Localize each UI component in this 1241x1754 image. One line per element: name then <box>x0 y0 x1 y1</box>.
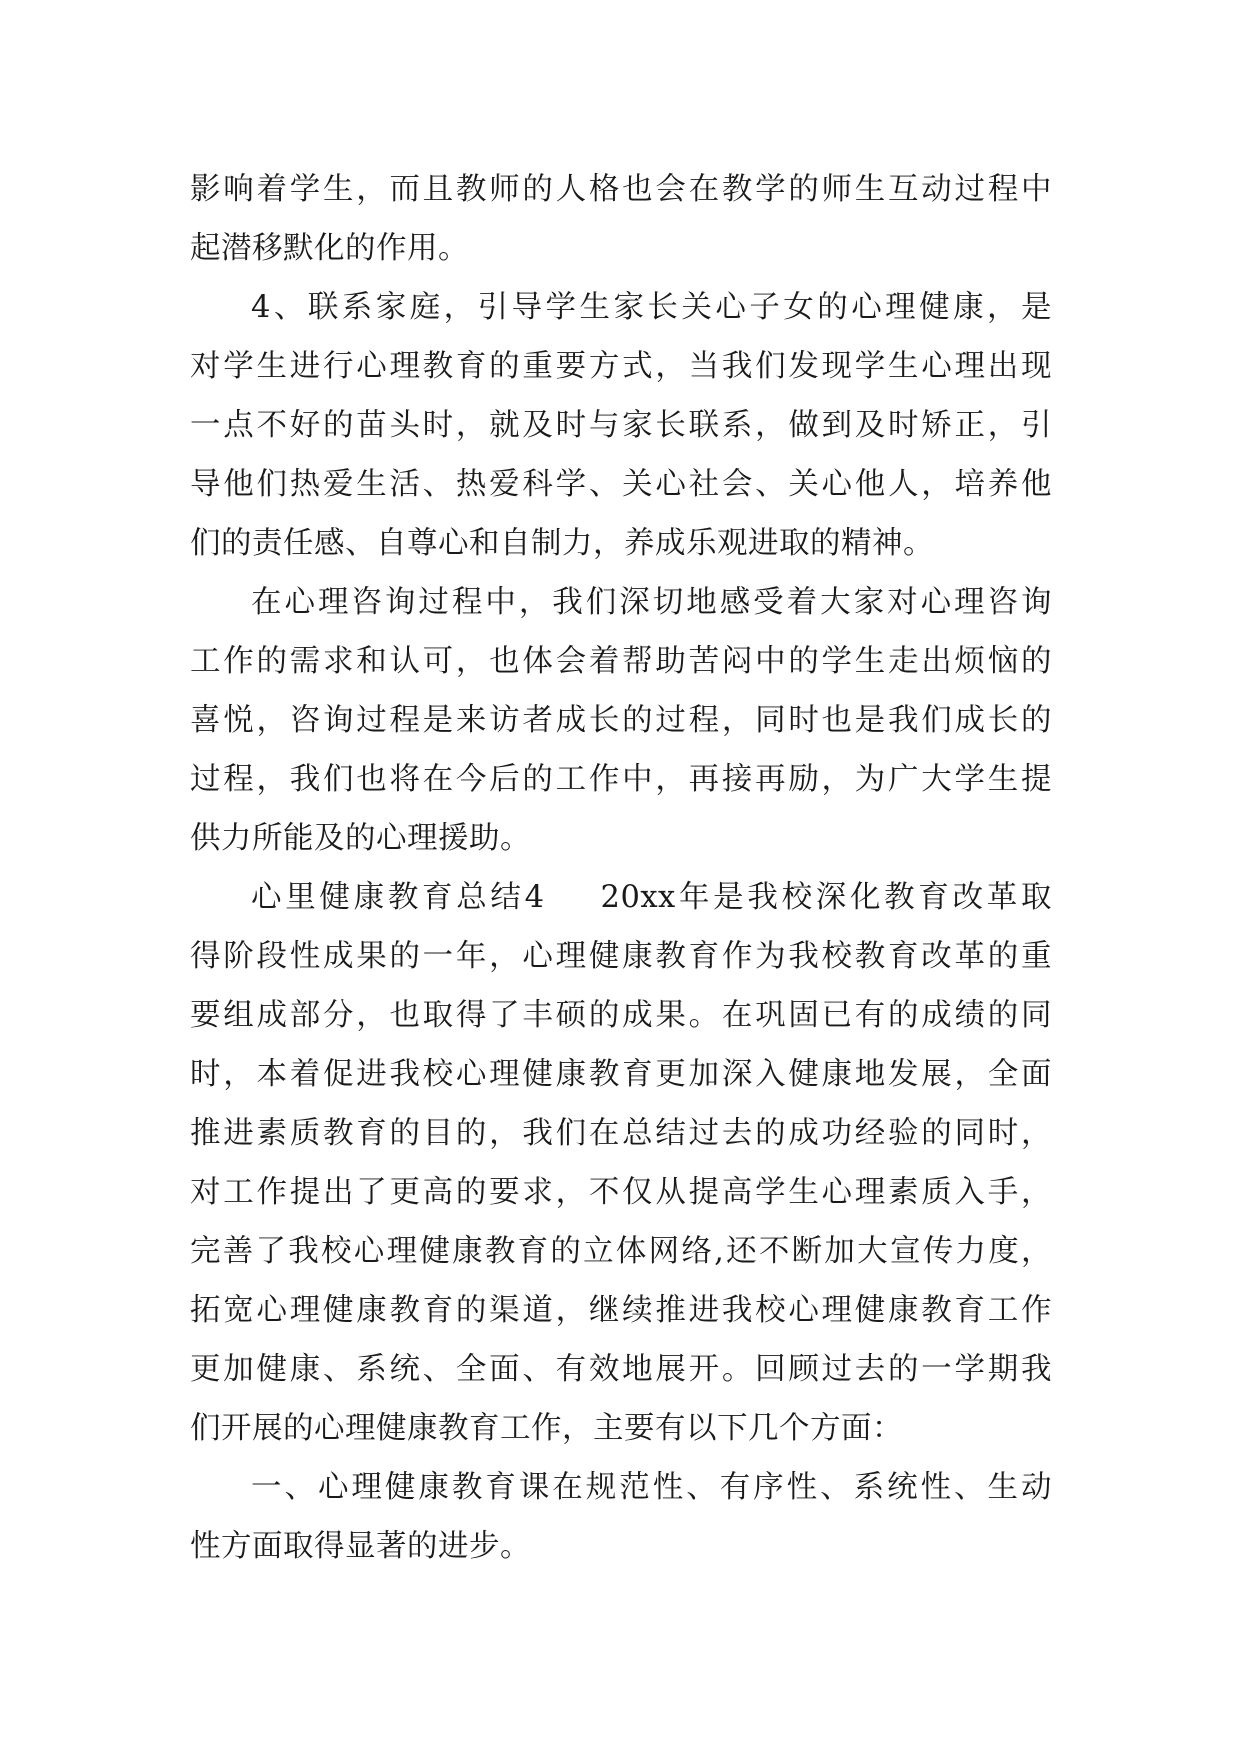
text-line: 一点不好的苗头时，就及时与家长联系，做到及时矫正，引 <box>190 408 1052 443</box>
text-line: 一、心理健康教育课在规范性、有序性、系统性、生动 <box>251 1470 1052 1505</box>
text-line: 完善了我校心理健康教育的立体网络,还不断加大宣传力度， <box>190 1234 1052 1269</box>
section-heading: 心里健康教育总结4 <box>251 880 545 915</box>
text-line: 时，本着促进我校心理健康教育更加深入健康地发展，全面 <box>190 1057 1052 1092</box>
text-line: 工作的需求和认可，也体会着帮助苦闷中的学生走出烦恼的 <box>190 644 1052 679</box>
text-line: 对工作提出了更高的要求，不仅从提高学生心理素质入手， <box>190 1175 1052 1210</box>
text-line <box>190 868 1052 927</box>
text-line: 得阶段性成果的一年，心理健康教育作为我校教育改革的重 <box>190 939 1052 974</box>
text-line: 喜悦，咨询过程是来访者成长的过程，同时也是我们成长的 <box>190 703 1052 738</box>
text-line: 过程，我们也将在今后的工作中，再接再励，为广大学生提 <box>190 762 1052 797</box>
text-line: 在心理咨询过程中，我们深切地感受着大家对心理咨询 <box>251 585 1052 620</box>
text-line: 对学生进行心理教育的重要方式，当我们发现学生心理出现 <box>190 349 1052 384</box>
paragraph-counseling <box>190 573 1052 868</box>
text-line: 推进素质教育的目的，我们在总结过去的成功经验的同时， <box>190 1116 1052 1151</box>
paragraph-family-contact <box>190 278 1052 573</box>
document-body <box>190 160 1052 1576</box>
paragraph-section-one <box>190 1458 1052 1576</box>
text-line: 起潜移默化的作用。 <box>190 231 469 266</box>
text-line: 拓宽心理健康教育的渠道，继续推进我校心理健康教育工作 <box>190 1293 1052 1328</box>
text-line: 们开展的心理健康教育工作，主要有以下几个方面： <box>190 1411 903 1446</box>
text-line: 更加健康、系统、全面、有效地展开。回顾过去的一学期我 <box>190 1352 1052 1387</box>
text-line: 性方面取得显著的进步。 <box>190 1529 531 1564</box>
paragraph-summary-4 <box>190 868 1052 1458</box>
paragraph-continuation <box>190 160 1052 278</box>
text-line: 导他们热爱生活、热爱科学、关心社会、关心他人，培养他 <box>190 467 1052 502</box>
text-line: 影响着学生，而且教师的人格也会在教学的师生互动过程中 <box>190 172 1052 207</box>
text-line: 要组成部分，也取得了丰硕的成果。在巩固已有的成绩的同 <box>190 998 1052 1033</box>
text-fragment: 20xx年是我校深化教育改革取 <box>600 880 1053 915</box>
text-line: 供力所能及的心理援助。 <box>190 821 531 856</box>
text-line: 4、联系家庭，引导学生家长关心子女的心理健康，是 <box>251 290 1052 325</box>
text-line: 们的责任感、自尊心和自制力，养成乐观进取的精神。 <box>190 526 934 561</box>
